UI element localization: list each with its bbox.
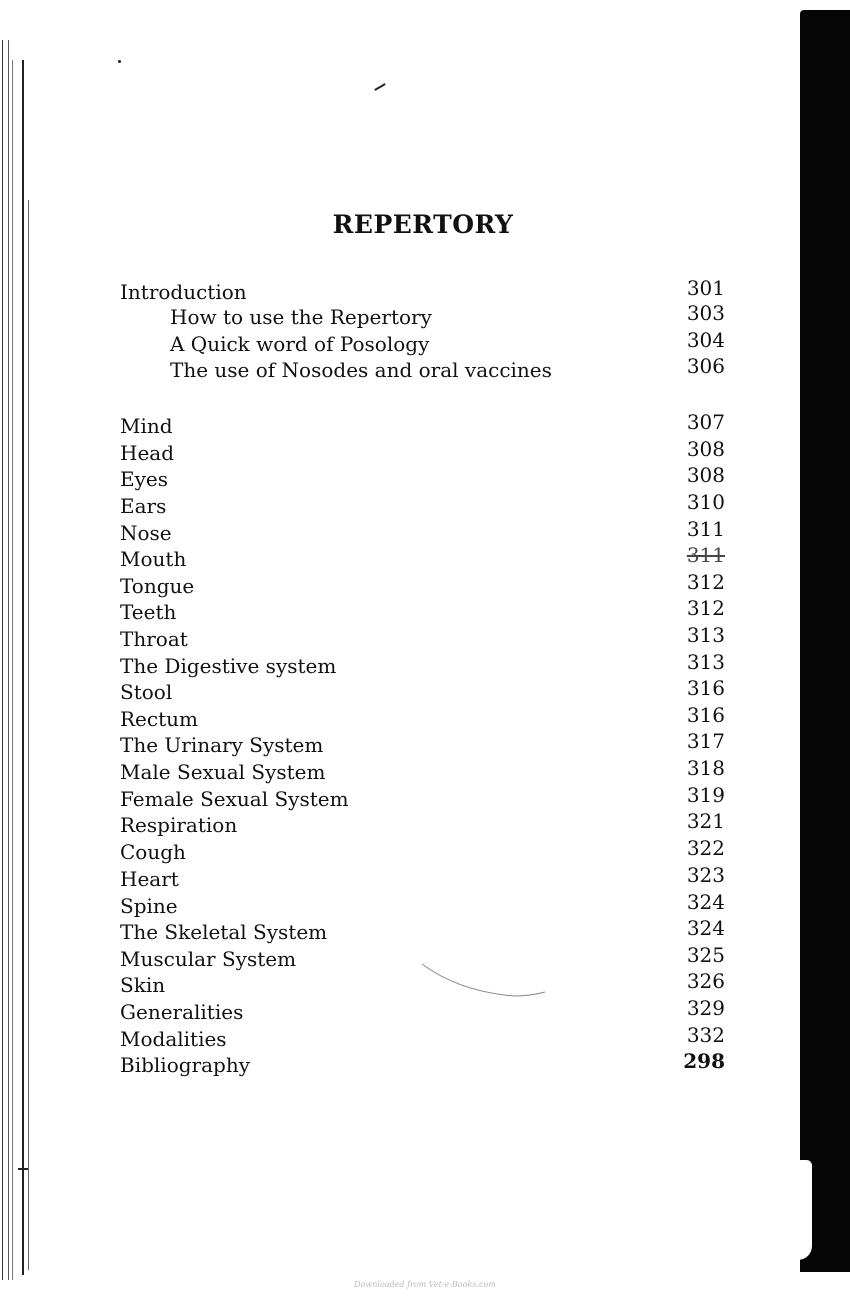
toc-entry: [120, 463, 725, 492]
toc-entry-label: Eyes: [120, 467, 168, 491]
toc-entry-page: 312: [686, 596, 725, 620]
toc-entry: [120, 996, 725, 1025]
toc-entry-page: 325: [686, 943, 725, 967]
toc-entry-page: 321: [686, 809, 725, 833]
toc-entry: [120, 676, 725, 705]
toc-entry-label: Skin: [120, 973, 166, 997]
toc-entry: [120, 650, 725, 679]
toc-entry-page: 318: [686, 756, 725, 780]
toc-entry-page: 326: [686, 969, 725, 993]
toc-entry-page: 308: [686, 463, 725, 487]
toc-entry-label: Teeth: [120, 600, 177, 624]
toc-entry: [120, 943, 725, 972]
toc-entry-page: 310: [686, 490, 725, 514]
toc-entry-page: 317: [686, 729, 725, 753]
toc-entry-page: 304: [686, 328, 725, 352]
toc-entry-page: 311: [686, 543, 725, 567]
toc-entry-page: 313: [686, 650, 725, 674]
toc-entry-label: Stool: [120, 680, 173, 704]
toc-entry: [120, 437, 725, 466]
toc-entry-label: Mind: [120, 414, 173, 438]
toc-entry-page: 329: [686, 996, 725, 1020]
toc-entry-page: 303: [686, 301, 725, 325]
toc-entry-label: How to use the Repertory: [170, 305, 432, 329]
toc-entry-label: Bibliography: [120, 1053, 250, 1077]
toc-entry-label: A Quick word of Posology: [170, 332, 430, 356]
toc-entry-page: 308: [686, 437, 725, 461]
watermark: Downloaded from Vet-e-Books.com: [354, 1280, 496, 1289]
toc-entry: [120, 1023, 725, 1052]
toc-entry-page: 312: [686, 570, 725, 594]
toc-entry: [120, 490, 725, 519]
toc-entry: [120, 410, 725, 439]
toc-entry-label: Tongue: [120, 574, 195, 598]
toc-entry: [120, 1049, 725, 1078]
toc-entry-label: Spine: [120, 894, 178, 918]
toc-entry-label: The Digestive system: [120, 654, 337, 678]
toc-entry-label: Cough: [120, 840, 186, 864]
toc-entry-page: 313: [686, 623, 725, 647]
toc-entry-label: The Skeletal System: [120, 920, 328, 944]
toc-entry-label: Modalities: [120, 1027, 227, 1051]
toc-entry-label: The use of Nosodes and oral vaccines: [170, 358, 552, 382]
toc-entry-page: 316: [686, 703, 725, 727]
toc-entry-label: Head: [120, 441, 175, 465]
toc-entry-label: Introduction: [120, 280, 247, 304]
toc-entry-page: 323: [686, 863, 725, 887]
toc-entry-label: Ears: [120, 494, 167, 518]
toc-subentry: [120, 354, 725, 383]
toc-entry: [120, 596, 725, 625]
toc-entry: [120, 836, 725, 865]
toc-entry-label: Throat: [120, 627, 188, 651]
toc-entry-page: 319: [686, 783, 725, 807]
toc-entry: [120, 783, 725, 812]
toc-entry: [120, 809, 725, 838]
toc-entry: [120, 729, 725, 758]
toc-entry: [120, 517, 725, 546]
toc-entry: [120, 570, 725, 599]
toc-entry-label: Nose: [120, 521, 172, 545]
toc-entry-page: 316: [686, 676, 725, 700]
toc-entry: [120, 623, 725, 652]
toc-entry-label: The Urinary System: [120, 733, 324, 757]
toc-entry: [120, 276, 725, 305]
toc-entry: [120, 756, 725, 785]
toc-entry: [120, 703, 725, 732]
toc-entry: [120, 916, 725, 945]
toc-entry-page: 324: [686, 916, 725, 940]
toc-entry-page: 324: [686, 890, 725, 914]
toc-subentry: [120, 328, 725, 357]
toc-entry-label: Female Sexual System: [120, 787, 349, 811]
toc-entry: [120, 969, 725, 998]
toc-entry: [120, 863, 725, 892]
toc-entry-label: Respiration: [120, 813, 238, 837]
toc-entry-page: 307: [686, 410, 725, 434]
toc-entry-page: 306: [686, 354, 725, 378]
toc-entry-page: 311: [686, 517, 725, 541]
toc-entry-label: Muscular System: [120, 947, 297, 971]
toc-entry-label: Mouth: [120, 547, 187, 571]
toc-entry-page: 298: [683, 1049, 725, 1073]
toc-entry-page: 322: [686, 836, 725, 860]
toc-entry-page: 332: [686, 1023, 725, 1047]
toc-entry-label: Generalities: [120, 1000, 244, 1024]
toc-entry-label: Male Sexual System: [120, 760, 326, 784]
toc-entry: [120, 890, 725, 919]
toc-subentry: [120, 301, 725, 330]
toc-entry-label: Heart: [120, 867, 179, 891]
toc-entry-page: 301: [686, 276, 725, 300]
toc-entry-label: Rectum: [120, 707, 198, 731]
toc-entry: [120, 543, 725, 572]
page-title: REPERTORY: [332, 210, 514, 239]
